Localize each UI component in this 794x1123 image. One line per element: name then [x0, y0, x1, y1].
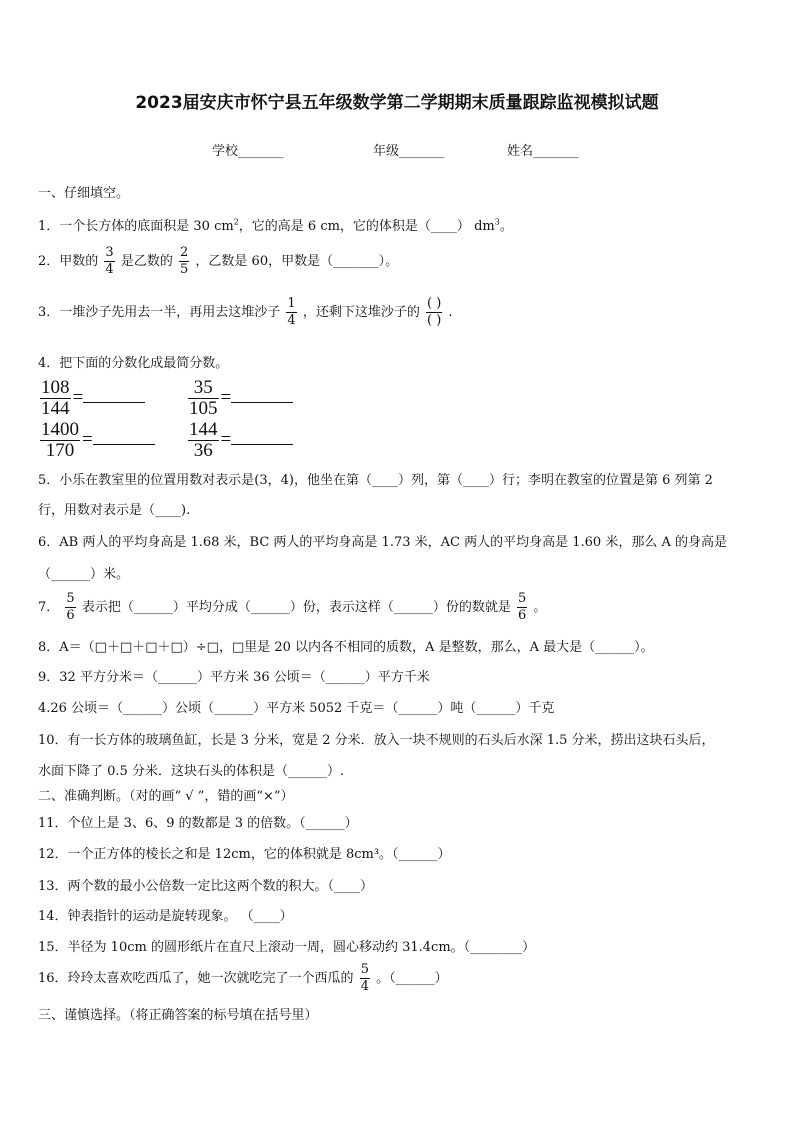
question-6-line-1: 6．AB 两人的平均身高是 1.68 米，BC 两人的平均身高是 1.73 米，AC 两人的平均身高是 1.60 米，那么 A 的身高是	[38, 535, 727, 550]
question-9-line-2: 4.26 公顷＝（______）公顷（______）平方米 5052 千克＝（______）吨（______）千克	[38, 701, 555, 716]
question-15: 15．半径为 10cm 的圆形纸片在直尺上滚动一周，圆心移动约 31.4cm。（________）	[38, 940, 536, 955]
question-8: 8．A＝（□＋□＋□＋□）÷□，□里是 20 以内各不相同的质数，A 是整数，那么，A 最大是（______）。	[38, 640, 654, 655]
fraction: $\frac{5}{4}$	[360, 962, 369, 994]
section-heading-3: 三、谨慎选择。（将正确答案的标号填在括号里）	[38, 1008, 318, 1023]
question-2: 2．甲数的 $\frac{3}{4}$ 是乙数的 $\frac{2}{5}$ ，乙数是 60，甲数是（_______）。	[38, 245, 399, 277]
question-5-line-2: 行，用数对表示是（____).	[38, 503, 191, 518]
school-field: 学校_______	[212, 144, 284, 159]
fraction-item-2: $\frac{35}{105}$ =	[186, 378, 293, 419]
question-11: 11．个位上是 3、6、9 的数都是 3 的倍数。（______）	[38, 816, 358, 831]
fraction: $\frac{2}{5}$	[180, 245, 189, 277]
question-9-line-1: 9．32 平方分米＝（______）平方米 36 公顷＝（______）平方千米	[38, 670, 430, 685]
question-14: 14．钟表指针的运动是旋转现象。 （____）	[38, 909, 293, 924]
fraction-item-4: $\frac{144}{36}$ =	[186, 420, 293, 461]
question-1: 1．一个长方体的底面积是 30 $cm^2$，它的高是 6 cm，它的体积是（____） $dm^3$。	[38, 217, 513, 234]
question-16: 16．玲玲太喜欢吃西瓜了，她一次就吃完了一个西瓜的 $\frac{5}{4}$ 。（______）	[38, 962, 448, 994]
fraction-item-3: $\frac{1400}{170}$ =	[38, 420, 155, 461]
question-7: 7． $\frac{5}{6}$ 表示把（______）平均分成（______）份，表示这样（______）份的数就是 $\frac{5}{6}$ 。	[38, 591, 547, 623]
section-heading-1: 一、仔细填空。	[38, 186, 130, 201]
question-4: 4．把下面的分数化成最简分数。	[38, 356, 229, 371]
fraction: $\frac{5}{6}$	[518, 591, 527, 623]
question-13: 13．两个数的最小公倍数一定比这两个数的积大。（____）	[38, 879, 374, 894]
fraction: $\frac{5}{6}$	[66, 591, 75, 623]
question-3: 3．一堆沙子先用去一半，再用去这堆沙子 $\frac{1}{4}$ ，还剩下这堆沙子的 $\frac{( )}{( )}$ .	[38, 296, 453, 328]
section-heading-2: 二、准确判断。（对的画“ √ ”，错的画“×”）	[38, 789, 294, 804]
question-5-line-1: 5．小乐在教室里的位置用数对表示是(3，4)，他坐在第（____）列，第（____）行；李明在教室的位置是第 6 列第 2	[38, 473, 713, 488]
question-12: 12．一个正方体的棱长之和是 12cm，它的体积就是 8cm³。（______）	[38, 847, 451, 862]
fraction-item-1: $\frac{108}{144}$ =	[38, 378, 145, 419]
fraction: $\frac{( )}{( )}$	[427, 296, 442, 328]
question-10-line-1: 10．有一长方体的玻璃鱼缸，长是 3 分米，宽是 2 分米．放入一块不规则的石头后水深 1.5 分米，捞出这块石头后，	[38, 733, 715, 748]
question-6-line-2: （______）米。	[38, 567, 130, 582]
question-10-line-2: 水面下降了 0.5 分米．这块石头的体积是（______）.	[38, 764, 345, 779]
name-field: 姓名_______	[507, 144, 579, 159]
page-title: 2023届安庆市怀宁县五年级数学第二学期期末质量跟踪监视模拟试题	[135, 93, 659, 113]
grade-field: 年级_______	[373, 144, 445, 159]
fraction: $\frac{3}{4}$	[105, 245, 114, 277]
fraction: $\frac{1}{4}$	[287, 296, 296, 328]
